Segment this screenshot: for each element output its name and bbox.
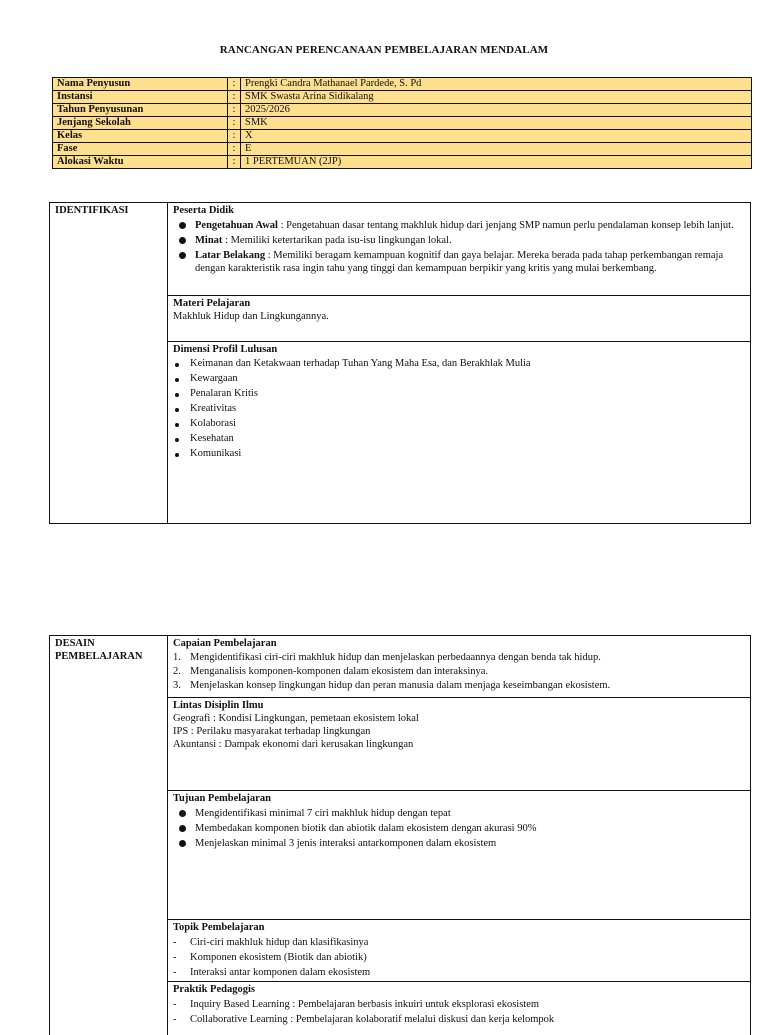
list-item — [173, 249, 745, 275]
topik-heading: Topik Pembelajaran — [173, 922, 265, 933]
info-value: 1 PERTEMUAN (2JP) — [241, 156, 752, 169]
info-separator: : — [228, 117, 241, 130]
info-label: Jenjang Sekolah — [53, 117, 228, 130]
list-item: Kewargaan — [173, 372, 745, 385]
info-row — [53, 130, 752, 143]
dimensi-heading: Dimensi Profil Lulusan — [173, 344, 278, 355]
item-text: : Memiliki beragam kemampuan kognitif dan gaya belajar. Mereka berada pada tahap perkembangan remaja dengan karakteristik rasa ingin tahu yang tinggi dan kemampuan berpikir yang kritis yang mulai berkembang. — [195, 250, 724, 274]
info-label: Kelas — [53, 130, 228, 143]
info-value: Prengki Candra Mathanael Pardede, S. Pd — [241, 78, 752, 91]
info-value: X — [241, 130, 752, 143]
text-line: Geografi : Kondisi Lingkungan, pemetaan ekosistem lokal — [173, 713, 419, 724]
desain-label-line1: DESAIN — [55, 638, 95, 649]
item-term: Pengetahuan Awal — [195, 220, 278, 231]
list-item: - Inquiry Based Learning : Pembelajaran berbasis inkuiri untuk eksplorasi ekosistem — [173, 998, 745, 1011]
praktik-list — [173, 998, 745, 1026]
info-label: Fase — [53, 143, 228, 156]
tujuan-cell — [168, 791, 750, 920]
info-separator: : — [228, 78, 241, 91]
info-value: SMK — [241, 117, 752, 130]
info-separator: : — [228, 91, 241, 104]
list-item — [173, 219, 745, 232]
item-number: 2. — [173, 666, 181, 677]
info-row — [53, 117, 752, 130]
item-number: 3. — [173, 680, 181, 691]
info-label: Instansi — [53, 91, 228, 104]
info-separator: : — [228, 156, 241, 169]
capaian-cell — [168, 636, 750, 698]
praktik-cell — [168, 982, 750, 1035]
info-value: E — [241, 143, 752, 156]
peserta-didik-list — [173, 219, 745, 275]
item-text: Menganalisis komponen-komponen dalam ekosistem dan interaksinya. — [190, 666, 489, 677]
list-item: Kesehatan — [173, 432, 745, 445]
list-item: Mengidentifikasi minimal 7 ciri makhluk hidup dengan tepat — [173, 807, 745, 820]
item-text: : Pengetahuan dasar tentang makhluk hidup dari jenjang SMP namun perlu pendalaman konsep lebih lanjut. — [277, 220, 734, 231]
materi-heading: Materi Pelajaran — [173, 298, 251, 309]
info-separator: : — [228, 143, 241, 156]
info-value: SMK Swasta Arina Sidikalang — [241, 91, 752, 104]
item-text: Menjelaskan konsep lingkungan hidup dan peran manusia dalam menjaga keseimbangan ekosistem. — [190, 680, 611, 691]
list-item — [173, 679, 745, 692]
desain-label — [50, 636, 168, 1035]
lintas-heading: Lintas Disiplin Ilmu — [173, 700, 264, 711]
item-term: Minat — [195, 235, 223, 246]
info-value: 2025/2026 — [241, 104, 752, 117]
list-item: Penalaran Kritis — [173, 387, 745, 400]
item-term: Latar Belakang — [195, 250, 266, 261]
list-item: Kolaborasi — [173, 417, 745, 430]
capaian-list — [173, 651, 745, 692]
list-item: - Interaksi antar komponen dalam ekosistem — [173, 966, 745, 979]
list-item: - Ciri-ciri makhluk hidup dan klasifikasinya — [173, 936, 745, 949]
list-item — [173, 234, 745, 247]
list-item: Menjelaskan minimal 3 jenis interaksi antarkomponen dalam ekosistem — [173, 837, 745, 850]
topik-list — [173, 936, 745, 979]
list-item: Komunikasi — [173, 447, 745, 460]
info-row — [53, 143, 752, 156]
materi-cell — [168, 296, 750, 342]
info-label: Nama Penyusun — [53, 78, 228, 91]
item-number: 1. — [173, 652, 181, 663]
text-line: IPS : Perilaku masyarakat terhadap lingkungan — [173, 726, 371, 737]
info-row — [53, 91, 752, 104]
list-item — [173, 651, 745, 664]
peserta-didik-cell — [168, 203, 750, 296]
peserta-didik-heading: Peserta Didik — [173, 205, 234, 216]
lintas-lines — [173, 712, 745, 751]
praktik-heading: Praktik Pedagogis — [173, 984, 255, 995]
item-text: : Memiliki ketertarikan pada isu-isu lingkungan lokal. — [222, 235, 452, 246]
dimensi-list — [173, 357, 745, 460]
list-item: Kreativitas — [173, 402, 745, 415]
tujuan-heading: Tujuan Pembelajaran — [173, 793, 271, 804]
capaian-heading: Capaian Pembelajaran — [173, 638, 277, 649]
lintas-cell — [168, 698, 750, 791]
materi-text: Makhluk Hidup dan Lingkungannya. — [173, 311, 329, 322]
desain-section — [49, 635, 751, 1035]
info-row — [53, 104, 752, 117]
info-table — [52, 77, 752, 169]
dimensi-cell — [168, 342, 750, 523]
text-line: Akuntansi : Dampak ekonomi dari kerusakan lingkungan — [173, 739, 414, 750]
info-label: Alokasi Waktu — [53, 156, 228, 169]
list-item — [173, 665, 745, 678]
list-item: - Collaborative Learning : Pembelajaran kolaboratif melalui diskusi dan kerja kelompok — [173, 1013, 745, 1026]
desain-label-line2: PEMBELAJARAN — [55, 651, 143, 662]
info-row — [53, 156, 752, 169]
identifikasi-section — [49, 202, 751, 524]
info-row — [53, 78, 752, 91]
list-item: Keimanan dan Ketakwaan terhadap Tuhan Yang Maha Esa, dan Berakhlak Mulia — [173, 357, 745, 370]
tujuan-list — [173, 807, 745, 850]
list-item: Membedakan komponen biotik dan abiotik dalam ekosistem dengan akurasi 90% — [173, 822, 745, 835]
topik-cell — [168, 920, 750, 982]
list-item: - Komponen ekosistem (Biotik dan abiotik) — [173, 951, 745, 964]
document-title: RANCANGAN PERENCANAAN PEMBELAJARAN MENDALAM — [219, 44, 549, 56]
info-separator: : — [228, 104, 241, 117]
info-label: Tahun Penyusunan — [53, 104, 228, 117]
info-separator: : — [228, 130, 241, 143]
identifikasi-label: IDENTIFIKASI — [50, 203, 168, 523]
item-text: Mengidentifikasi ciri-ciri makhluk hidup dan menjelaskan perbedaannya dengan benda tak hidup. — [190, 652, 601, 663]
